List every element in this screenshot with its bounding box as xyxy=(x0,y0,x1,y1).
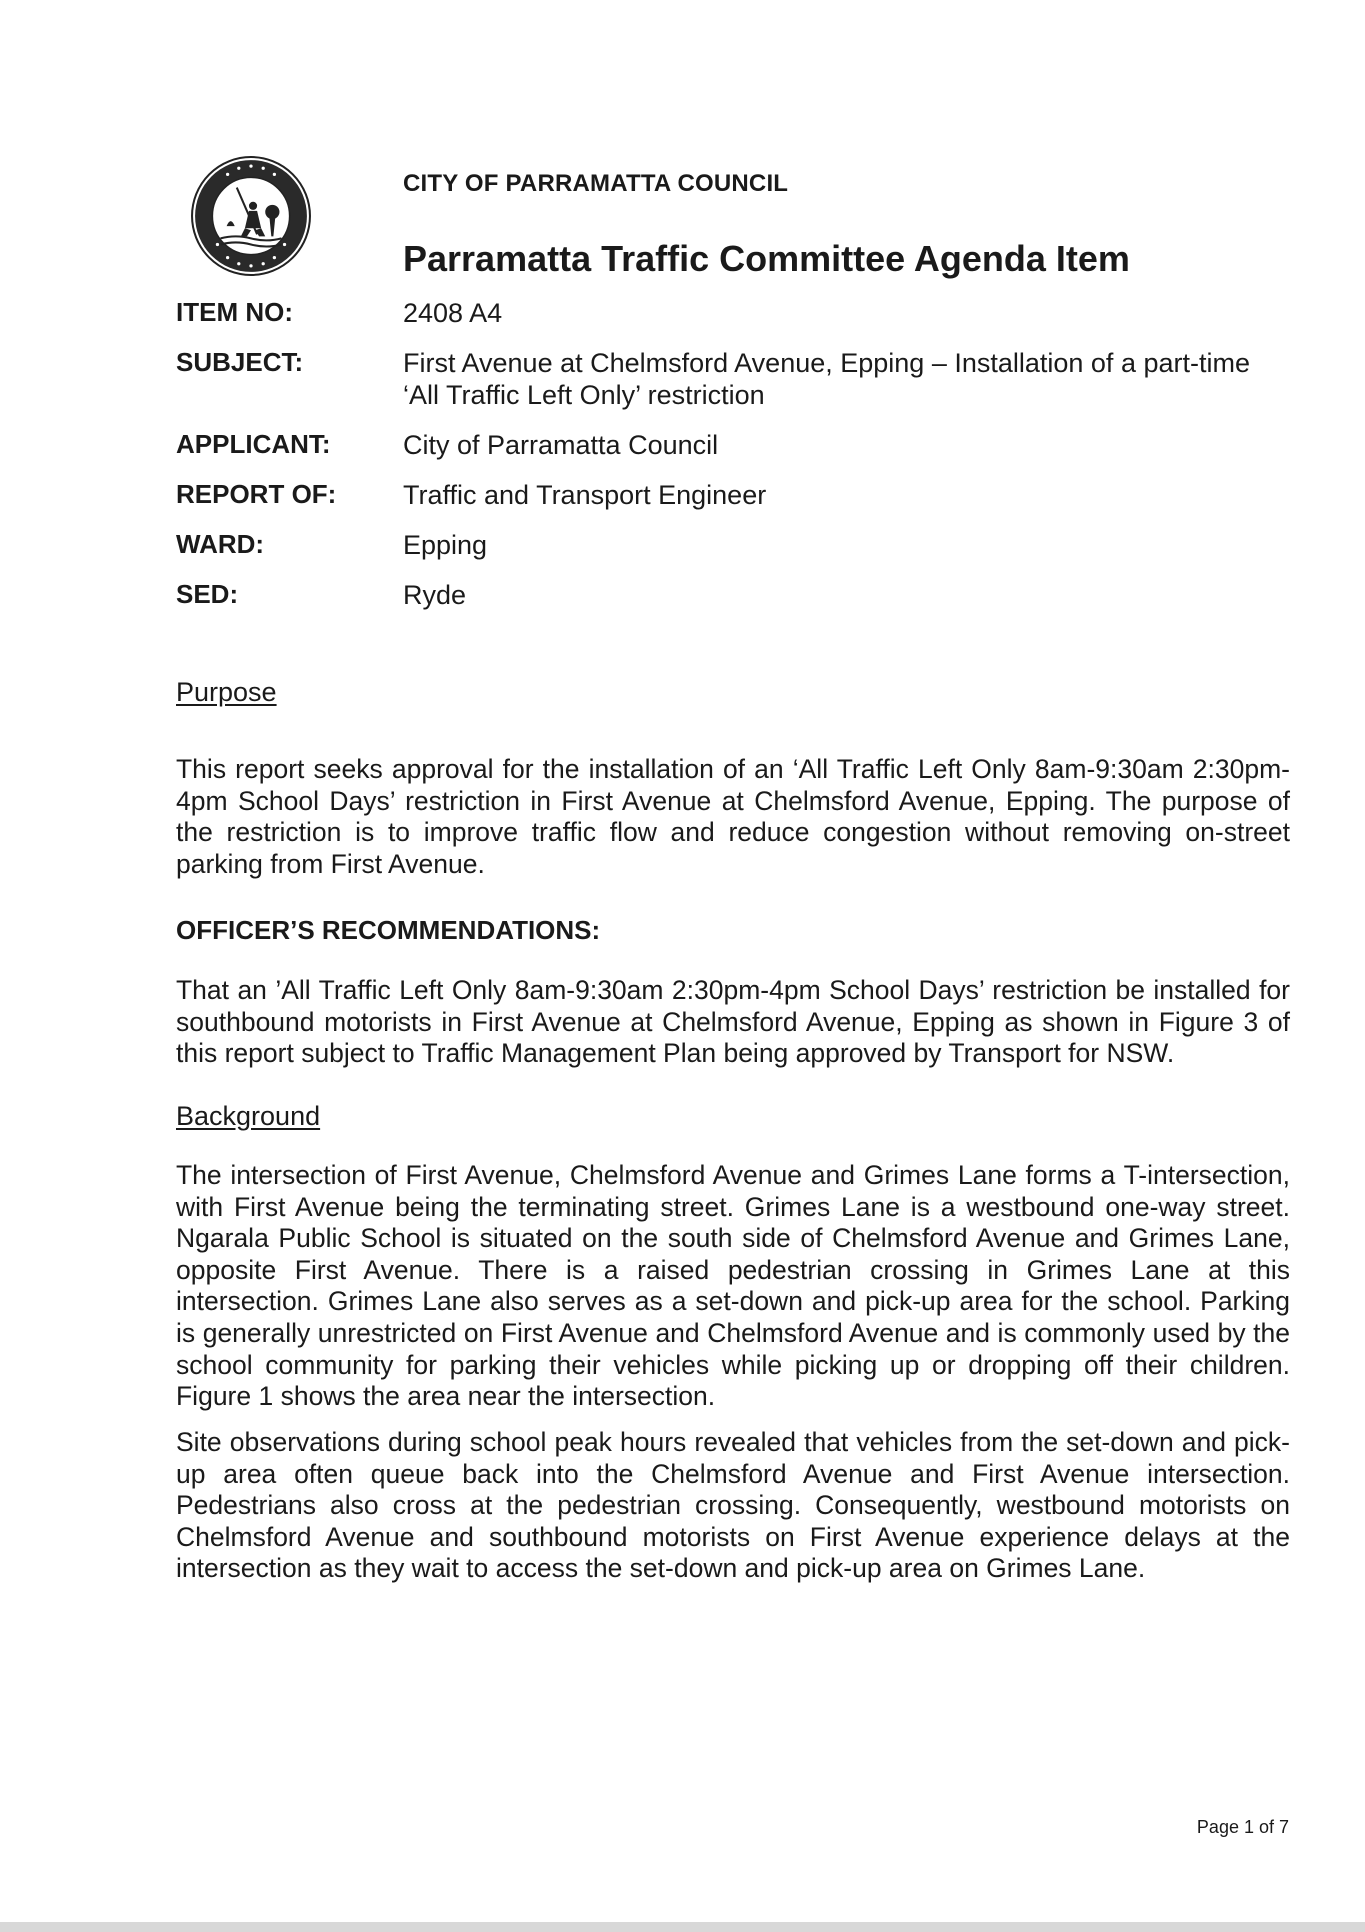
meta-label: APPLICANT: xyxy=(176,429,331,459)
bottom-rule xyxy=(0,1922,1365,1932)
meta-value: Ryde xyxy=(403,580,467,610)
meta-value: 2408 A4 xyxy=(403,298,503,328)
recommendations-paragraph: That an ’All Traffic Left Only 8am-9:30am 2:30pm-4pm School Days’ restriction be installed for southbound motorists in First Avenue at Chelmsford Avenue, Epping as shown in Figure 3 of this report subject to Traffic Management Plan being approved by Transport for NSW. xyxy=(176,975,1290,1069)
meta-label: REPORT OF: xyxy=(176,479,337,509)
organization-name: CITY OF PARRAMATTA COUNCIL xyxy=(403,170,789,197)
recommendations-heading: OFFICER’S RECOMMENDATIONS: xyxy=(176,915,601,945)
meta-value: First Avenue at Chelmsford Avenue, Epping – Installation of a part-time ‘All Traffic Left Only’ restriction xyxy=(403,348,1250,410)
meta-value: Epping xyxy=(403,530,488,560)
purpose-heading: Purpose xyxy=(176,677,277,707)
meta-label: WARD: xyxy=(176,529,265,559)
background-heading: Background xyxy=(176,1101,321,1131)
background-paragraph-1: The intersection of First Avenue, Chelmsford Avenue and Grimes Lane forms a T-intersection, with First Avenue being the terminating street. Grimes Lane is a westbound one-way street. Ngarala Public School is situated on the south side of Chelmsford Avenue and Grimes Lane, opposite First Avenue. There is a raised pedestrian crossing in Grimes Lane at this intersection. Grimes Lane also serves as a set-down and pick-up area for the school. Parking is generally unrestricted on First Avenue and Chelmsford Avenue and is commonly used by the school community for parking their vehicles while picking up or dropping off their children. Figure 1 shows the area near the intersection. xyxy=(176,1160,1290,1412)
purpose-paragraph: This report seeks approval for the installation of an ‘All Traffic Left Only 8am-9:30am 2:30pm-4pm School Days’ restriction in First Avenue at Chelmsford Avenue, Epping. The purpose of the restriction is to improve traffic flow and reduce congestion without removing on-street parking from First Avenue. xyxy=(176,754,1290,879)
meta-label: SUBJECT: xyxy=(176,347,304,377)
meta-value: City of Parramatta Council xyxy=(403,430,719,460)
city-of-parramatta-seal-icon xyxy=(190,155,312,277)
meta-label: ITEM NO: xyxy=(176,297,293,327)
background-paragraph-2: Site observations during school peak hours revealed that vehicles from the set-down and pick-up area often queue back into the Chelmsford Avenue and First Avenue intersection. Pedestrians also cross at the pedestrian crossing. Consequently, westbound motorists on Chelmsford Avenue and southbound motorists on First Avenue experience delays at the intersection as they wait to access the set-down and pick-up area on Grimes Lane. xyxy=(176,1427,1290,1584)
document-title: Parramatta Traffic Committee Agenda Item xyxy=(403,238,1130,279)
meta-label: SED: xyxy=(176,579,239,609)
meta-value: Traffic and Transport Engineer xyxy=(403,480,767,510)
page-number: Page 1 of 7 xyxy=(1196,1817,1289,1837)
